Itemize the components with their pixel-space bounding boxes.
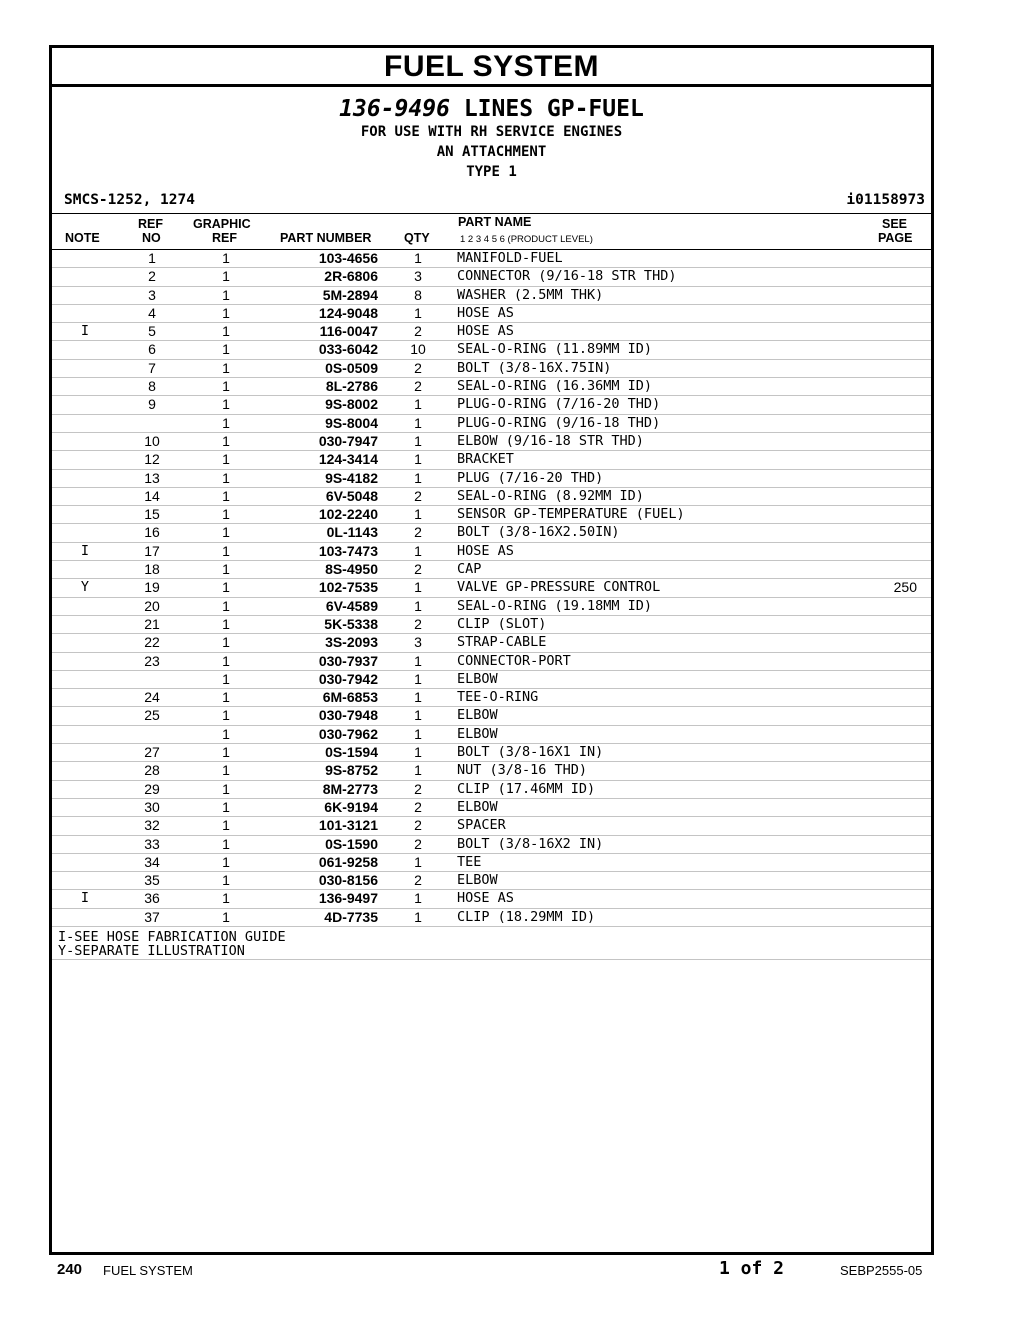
table-row <box>52 671 931 689</box>
row-part-name: BOLT (3/8-16X2.50IN) <box>457 524 620 541</box>
row-part-number: 124-3414 <box>318 451 378 468</box>
row-part-name: CLIP (17.46MM ID) <box>457 780 596 797</box>
col-graphic-bottom: REF <box>212 231 237 245</box>
row-ref-no: 14 <box>144 487 160 504</box>
table-row <box>52 524 931 542</box>
table-row <box>52 470 931 488</box>
row-graphic-ref: 1 <box>222 835 230 852</box>
row-ref-no: 25 <box>144 707 160 724</box>
col-see-bottom: PAGE <box>878 231 913 245</box>
page-title: FUEL SYSTEM <box>384 50 599 83</box>
row-part-number: 4D-7735 <box>324 908 378 925</box>
row-part-number: 0L-1143 <box>326 524 378 541</box>
row-qty: 1 <box>414 744 422 761</box>
row-part-number: 030-7962 <box>318 725 378 742</box>
row-part-number: 5M-2894 <box>322 286 378 303</box>
row-ref-no: 3 <box>148 286 156 303</box>
row-graphic-ref: 1 <box>222 689 230 706</box>
row-part-name: SEAL-O-RING (11.89MM ID) <box>457 341 653 358</box>
row-ref-no: 37 <box>144 908 160 925</box>
row-part-name: PLUG-O-RING (7/16-20 THD) <box>457 396 661 413</box>
row-part-number: 3S-2093 <box>325 634 378 651</box>
col-part-name: PART NAME <box>458 215 532 229</box>
row-part-number: 0S-0509 <box>325 359 378 376</box>
row-graphic-ref: 1 <box>222 378 230 395</box>
row-qty: 1 <box>414 304 422 321</box>
row-part-number: 9S-8752 <box>325 762 378 779</box>
row-part-name: TEE-O-RING <box>457 689 539 706</box>
table-row <box>52 616 931 634</box>
table-row <box>52 836 931 854</box>
row-graphic-ref: 1 <box>222 908 230 925</box>
row-graphic-ref: 1 <box>222 853 230 870</box>
row-ref-no: 17 <box>144 542 160 559</box>
row-part-name: NUT (3/8-16 THD) <box>457 762 588 779</box>
assembly-attachment-line: AN ATTACHMENT <box>436 144 547 160</box>
table-row <box>52 268 931 286</box>
row-graphic-ref: 1 <box>222 725 230 742</box>
row-part-name: WASHER (2.5MM THK) <box>457 286 604 303</box>
table-row <box>52 890 931 908</box>
row-graphic-ref: 1 <box>222 268 230 285</box>
row-part-number: 8L-2786 <box>325 378 378 395</box>
row-ref-no: 13 <box>144 469 160 486</box>
row-ref-no: 7 <box>148 359 156 376</box>
row-part-number: 124-9048 <box>318 304 378 321</box>
row-part-number: 030-7942 <box>318 670 378 687</box>
row-graphic-ref: 1 <box>222 451 230 468</box>
row-part-name: CONNECTOR-PORT <box>457 652 571 669</box>
row-note: I <box>80 323 90 340</box>
row-qty: 1 <box>414 396 422 413</box>
row-qty: 2 <box>414 359 422 376</box>
row-qty: 2 <box>414 524 422 541</box>
table-row <box>52 744 931 762</box>
row-part-number: 9S-8002 <box>325 396 378 413</box>
row-part-name: ELBOW <box>457 798 498 815</box>
footer-section: FUEL SYSTEM <box>103 1263 193 1278</box>
row-part-number: 9S-8004 <box>325 414 378 431</box>
row-ref-no: 27 <box>144 744 160 761</box>
row-graphic-ref: 1 <box>222 615 230 632</box>
row-part-number: 5K-5338 <box>324 615 378 632</box>
row-graphic-ref: 1 <box>222 762 230 779</box>
row-graphic-ref: 1 <box>222 652 230 669</box>
row-part-name: SEAL-O-RING (16.36MM ID) <box>457 378 653 395</box>
row-part-number: 030-7937 <box>318 652 378 669</box>
row-part-number: 033-6042 <box>318 341 378 358</box>
row-graphic-ref: 1 <box>222 597 230 614</box>
row-ref-no: 21 <box>144 615 160 632</box>
row-part-number: 6V-5048 <box>325 487 378 504</box>
row-part-name: HOSE AS <box>457 890 514 907</box>
row-ref-no: 34 <box>144 853 160 870</box>
row-part-name: SPACER <box>457 817 506 834</box>
row-part-name: CLIP (18.29MM ID) <box>457 908 596 925</box>
row-part-number: 116-0047 <box>319 323 378 340</box>
row-ref-no: 2 <box>148 268 156 285</box>
table-row <box>52 726 931 744</box>
row-qty: 1 <box>414 689 422 706</box>
row-qty: 2 <box>414 817 422 834</box>
row-graphic-ref: 1 <box>222 817 230 834</box>
row-qty: 2 <box>414 323 422 340</box>
table-row <box>52 817 931 835</box>
note-separate-illustration: Y-SEPARATE ILLUSTRATION <box>58 942 245 959</box>
row-part-name: BRACKET <box>457 451 514 468</box>
row-see-page: 250 <box>893 579 917 596</box>
row-ref-no: 8 <box>148 378 156 395</box>
row-part-number: 2R-6806 <box>324 268 378 285</box>
col-see-top: SEE <box>882 217 908 231</box>
row-qty: 1 <box>414 762 422 779</box>
row-graphic-ref: 1 <box>222 432 230 449</box>
row-ref-no: 6 <box>148 341 156 358</box>
row-qty: 3 <box>414 268 422 285</box>
row-qty: 1 <box>414 451 422 468</box>
row-part-name: TEE <box>457 853 482 870</box>
row-part-name: SEAL-O-RING (8.92MM ID) <box>457 487 644 504</box>
row-qty: 2 <box>414 798 422 815</box>
table-row <box>52 488 931 506</box>
row-graphic-ref: 1 <box>222 780 230 797</box>
row-ref-no: 29 <box>144 780 160 797</box>
row-qty: 1 <box>414 250 422 266</box>
notes-block <box>52 927 931 960</box>
row-qty: 10 <box>410 341 426 358</box>
assembly-usage-line: FOR USE WITH RH SERVICE ENGINES <box>360 124 623 140</box>
row-qty: 1 <box>414 469 422 486</box>
table-row <box>52 360 931 378</box>
row-ref-no: 18 <box>144 561 160 578</box>
table-row <box>52 634 931 652</box>
row-ref-no: 35 <box>144 872 160 889</box>
footer-page-number: 240 <box>57 1261 83 1278</box>
row-part-name: PLUG-O-RING (9/16-18 THD) <box>457 414 661 431</box>
row-ref-no: 28 <box>144 762 160 779</box>
row-ref-no: 12 <box>144 451 160 468</box>
row-graphic-ref: 1 <box>222 359 230 376</box>
col-product-level: 1 2 3 4 5 6 (PRODUCT LEVEL) <box>460 234 593 245</box>
row-graphic-ref: 1 <box>222 250 230 266</box>
row-qty: 1 <box>414 597 422 614</box>
assembly-part-number: 136-9496 <box>339 96 450 122</box>
row-graphic-ref: 1 <box>222 872 230 889</box>
row-part-name: ELBOW <box>457 872 498 889</box>
row-qty: 2 <box>414 378 422 395</box>
footer-document-number: SEBP2555-05 <box>840 1263 923 1278</box>
row-qty: 1 <box>414 579 422 596</box>
table-row <box>52 341 931 359</box>
table-row <box>52 579 931 597</box>
row-qty: 1 <box>414 908 422 925</box>
column-header <box>52 214 931 250</box>
table-row <box>52 854 931 872</box>
row-qty: 2 <box>414 487 422 504</box>
row-graphic-ref: 1 <box>222 524 230 541</box>
row-part-name: BOLT (3/8-16X2 IN) <box>457 835 604 852</box>
row-graphic-ref: 1 <box>222 707 230 724</box>
row-part-name: ELBOW <box>457 670 498 687</box>
row-part-name: CAP <box>457 561 482 578</box>
row-graphic-ref: 1 <box>222 542 230 559</box>
row-part-name: SENSOR GP-TEMPERATURE (FUEL) <box>457 506 685 523</box>
table-row <box>52 451 931 469</box>
row-part-name: BOLT (3/8-16X1 IN) <box>457 744 604 761</box>
row-part-number: 103-4656 <box>318 250 378 266</box>
row-graphic-ref: 1 <box>222 744 230 761</box>
row-qty: 1 <box>414 853 422 870</box>
row-qty: 1 <box>414 506 422 523</box>
row-graphic-ref: 1 <box>222 323 230 340</box>
table-row <box>52 506 931 524</box>
table-row <box>52 781 931 799</box>
row-qty: 8 <box>414 286 422 303</box>
col-qty: QTY <box>404 231 430 245</box>
row-part-number: 6K-9194 <box>324 798 378 815</box>
row-part-number: 0S-1594 <box>325 744 378 761</box>
row-ref-no: 9 <box>148 396 156 413</box>
row-part-number: 102-2240 <box>318 506 378 523</box>
row-part-number: 061-9258 <box>318 853 378 870</box>
table-row <box>52 909 931 927</box>
table-row <box>52 378 931 396</box>
row-ref-no: 20 <box>144 597 160 614</box>
row-part-name: VALVE GP-PRESSURE CONTROL <box>457 579 661 596</box>
col-ref-top: REF <box>138 217 163 231</box>
row-ref-no: 32 <box>144 817 160 834</box>
table-row <box>52 543 931 561</box>
col-note: NOTE <box>65 231 100 245</box>
row-ref-no: 19 <box>144 579 160 596</box>
row-graphic-ref: 1 <box>222 506 230 523</box>
row-qty: 2 <box>414 780 422 797</box>
row-ref-no: 15 <box>144 506 160 523</box>
row-part-number: 6V-4589 <box>325 597 378 614</box>
row-part-number: 101-3121 <box>318 817 378 834</box>
row-part-name: HOSE AS <box>457 323 514 340</box>
row-part-name: CLIP (SLOT) <box>457 615 547 632</box>
table-row <box>52 799 931 817</box>
row-qty: 1 <box>414 432 422 449</box>
note-hose-guide: I-SEE HOSE FABRICATION GUIDE <box>58 928 286 945</box>
table-row <box>52 250 931 268</box>
row-qty: 1 <box>414 414 422 431</box>
row-part-name: HOSE AS <box>457 542 514 559</box>
table-row <box>52 323 931 341</box>
table-row <box>52 707 931 725</box>
row-graphic-ref: 1 <box>222 396 230 413</box>
row-graphic-ref: 1 <box>222 798 230 815</box>
row-part-number: 102-7535 <box>318 579 378 596</box>
row-ref-no: 1 <box>148 250 156 266</box>
title-bar <box>52 48 931 87</box>
row-ref-no: 24 <box>144 689 160 706</box>
row-part-name: SEAL-O-RING (19.18MM ID) <box>457 597 653 614</box>
row-part-name: ELBOW <box>457 725 498 742</box>
row-note: I <box>80 890 90 907</box>
smcs-code: SMCS-1252, 1274 <box>64 192 195 208</box>
table-row <box>52 287 931 305</box>
row-graphic-ref: 1 <box>222 304 230 321</box>
row-ref-no: 33 <box>144 835 160 852</box>
row-ref-no: 4 <box>148 304 156 321</box>
assembly-name: LINES GP-FUEL <box>463 96 644 122</box>
row-part-name: CONNECTOR (9/16-18 STR THD) <box>457 268 677 285</box>
row-qty: 2 <box>414 561 422 578</box>
table-row <box>52 396 931 414</box>
row-note: I <box>80 542 90 559</box>
row-graphic-ref: 1 <box>222 341 230 358</box>
row-qty: 2 <box>414 615 422 632</box>
row-qty: 1 <box>414 652 422 669</box>
row-part-number: 8M-2773 <box>322 780 378 797</box>
table-row <box>52 433 931 451</box>
row-part-number: 136-9497 <box>318 890 378 907</box>
row-ref-no: 36 <box>144 890 160 907</box>
row-graphic-ref: 1 <box>222 561 230 578</box>
row-graphic-ref: 1 <box>222 469 230 486</box>
parts-page-frame <box>49 45 934 1255</box>
row-graphic-ref: 1 <box>222 579 230 596</box>
table-row <box>52 872 931 890</box>
row-qty: 1 <box>414 725 422 742</box>
col-ref-bottom: NO <box>142 231 161 245</box>
table-row <box>52 689 931 707</box>
row-ref-no: 30 <box>144 798 160 815</box>
row-part-number: 030-7947 <box>318 432 378 449</box>
row-part-number: 9S-4182 <box>325 469 378 486</box>
row-part-number: 030-8156 <box>318 872 378 889</box>
row-ref-no: 22 <box>144 634 160 651</box>
row-graphic-ref: 1 <box>222 487 230 504</box>
row-graphic-ref: 1 <box>222 670 230 687</box>
row-part-name: PLUG (7/16-20 THD) <box>457 469 604 486</box>
assembly-type-line: TYPE 1 <box>466 164 517 180</box>
row-note: Y <box>80 579 90 596</box>
col-graphic-top: GRAPHIC <box>193 217 251 231</box>
row-part-number: 0S-1590 <box>325 835 378 852</box>
row-part-number: 103-7473 <box>318 542 378 559</box>
footer-page-of: 1 of 2 <box>719 1258 785 1279</box>
row-graphic-ref: 1 <box>222 634 230 651</box>
row-part-name: STRAP-CABLE <box>457 634 547 651</box>
col-part-number: PART NUMBER <box>280 231 372 245</box>
row-ref-no: 10 <box>144 432 160 449</box>
row-qty: 1 <box>414 542 422 559</box>
table-row <box>52 762 931 780</box>
row-part-name: ELBOW (9/16-18 STR THD) <box>457 432 644 449</box>
table-row <box>52 415 931 433</box>
row-ref-no: 23 <box>144 652 160 669</box>
table-row <box>52 598 931 616</box>
row-qty: 2 <box>414 835 422 852</box>
row-graphic-ref: 1 <box>222 890 230 907</box>
row-qty: 1 <box>414 670 422 687</box>
assembly-title <box>52 87 931 122</box>
illustration-id: i01158973 <box>846 192 925 208</box>
row-qty: 1 <box>414 890 422 907</box>
row-part-name: HOSE AS <box>457 304 514 321</box>
row-qty: 1 <box>414 707 422 724</box>
row-qty: 2 <box>414 872 422 889</box>
row-part-name: MANIFOLD-FUEL <box>457 250 563 266</box>
row-part-name: BOLT (3/8-16X.75IN) <box>457 359 612 376</box>
row-part-name: ELBOW <box>457 707 498 724</box>
row-graphic-ref: 1 <box>222 286 230 303</box>
row-qty: 3 <box>414 634 422 651</box>
row-part-number: 6M-6853 <box>322 689 378 706</box>
row-ref-no: 16 <box>144 524 160 541</box>
row-part-number: 030-7948 <box>318 707 378 724</box>
table-row <box>52 305 931 323</box>
table-row <box>52 561 931 579</box>
row-part-number: 8S-4950 <box>325 561 378 578</box>
row-ref-no: 5 <box>148 323 156 340</box>
table-row <box>52 653 931 671</box>
row-graphic-ref: 1 <box>222 414 230 431</box>
parts-list <box>52 250 931 927</box>
page-footer <box>0 1258 1020 1288</box>
assembly-header <box>52 87 931 214</box>
